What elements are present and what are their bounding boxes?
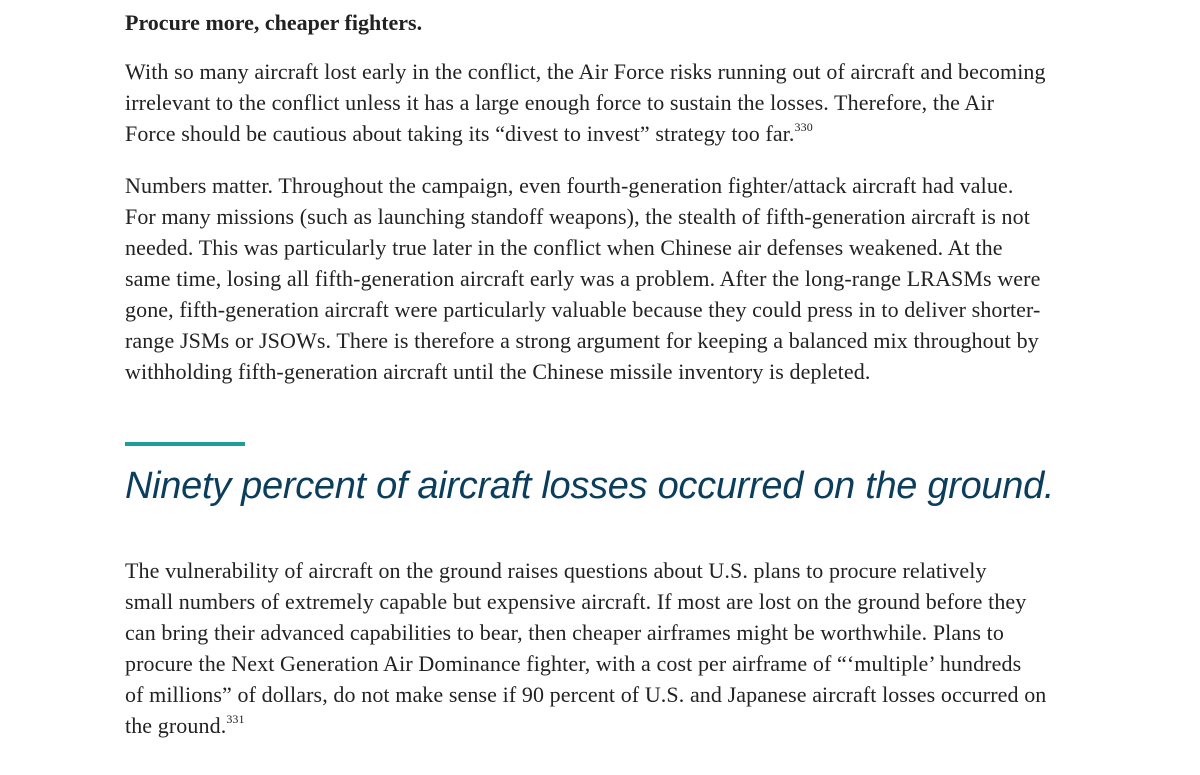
paragraph-line: needed. This was particularly true later in the conflict when Chinese air defenses weakened. At the (125, 235, 1003, 260)
paragraph-line-text: Force should be cautious about taking its “divest to invest” strategy too far. (125, 121, 795, 146)
paragraph-ground-vulnerability (125, 555, 1046, 741)
paragraph-line (125, 118, 1046, 149)
paragraph-line: small numbers of extremely capable but expensive aircraft. If most are lost on the ground before they (125, 589, 1027, 614)
subheading: Procure more, cheaper fighters. (125, 10, 423, 35)
paragraph-line-text: the ground. (125, 713, 227, 738)
paragraph-line (125, 710, 1046, 741)
paragraph-divest-to-invest (125, 56, 1046, 149)
paragraph-line: irrelevant to the conflict unless it has a large enough force to sustain the losses. Therefore, the Air (125, 90, 995, 115)
paragraph-line: of millions” of dollars, do not make sense if 90 percent of U.S. and Japanese aircraft losses occurred on (125, 682, 1047, 707)
paragraph-line: The vulnerability of aircraft on the ground raises questions about U.S. plans to procure relatively (125, 558, 987, 583)
footnote-marker[interactable]: 331 (226, 712, 245, 726)
paragraph-line: withholding fifth-generation aircraft until the Chinese missile inventory is depleted. (125, 359, 871, 384)
paragraph-line: Numbers matter. Throughout the campaign, even fourth-generation fighter/attack aircraft had value. (125, 173, 1014, 198)
paragraph-line: With so many aircraft lost early in the conflict, the Air Force risks running out of aircraft and becoming (125, 59, 1046, 84)
paragraph-numbers-matter (125, 170, 1040, 387)
footnote-marker[interactable]: 330 (794, 120, 813, 134)
paragraph-line: same time, losing all fifth-generation aircraft early was a problem. After the long-range LRASMs were (125, 266, 1041, 291)
paragraph-line: For many missions (such as launching standoff weapons), the stealth of fifth-generation aircraft is not (125, 204, 1030, 229)
paragraph-line: procure the Next Generation Air Dominance fighter, with a cost per airframe of “‘multiple’ hundreds (125, 651, 1022, 676)
paragraph-line: gone, fifth-generation aircraft were particularly valuable because they could press in to deliver shorter- (125, 297, 1041, 322)
paragraph-line: range JSMs or JSOWs. There is therefore a strong argument for keeping a balanced mix throughout by (125, 328, 1039, 353)
paragraph-line: can bring their advanced capabilities to bear, then cheaper airframes might be worthwhile. Plans to (125, 620, 1004, 645)
section-accent-rule (125, 442, 245, 446)
section-heading: Ninety percent of aircraft losses occurred on the ground. (125, 465, 1055, 507)
